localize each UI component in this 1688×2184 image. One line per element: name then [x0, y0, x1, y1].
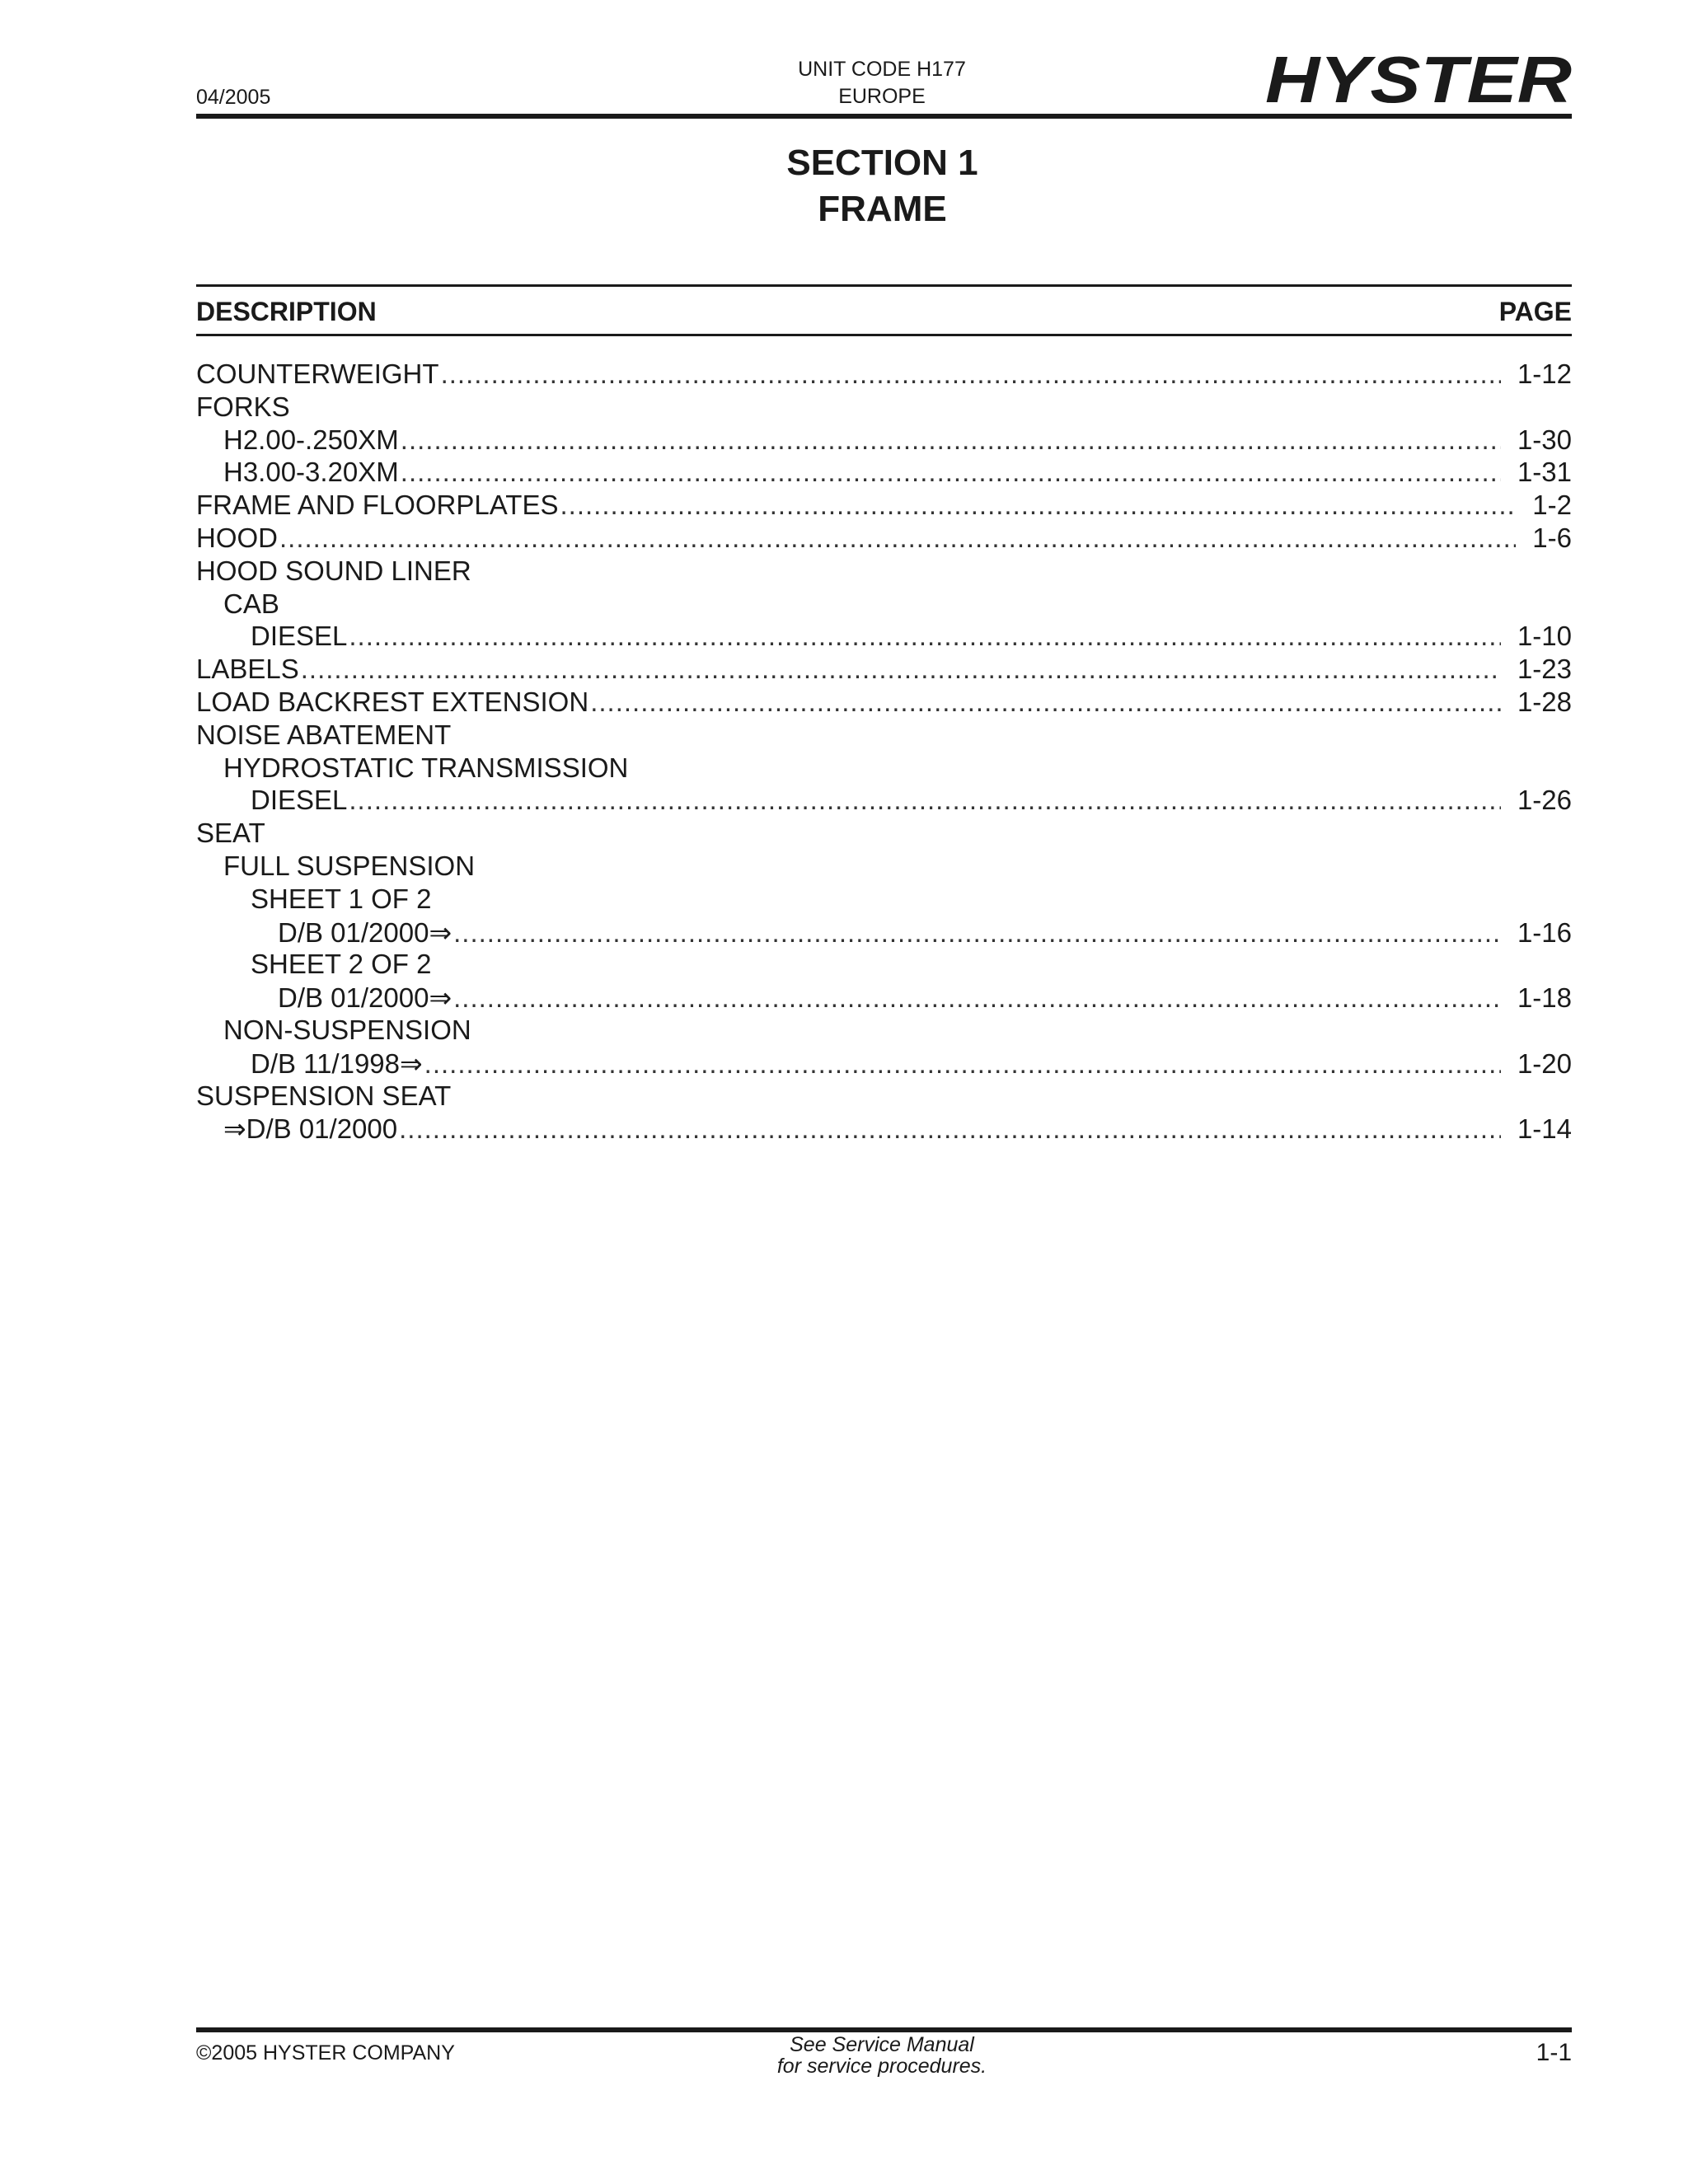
- footer-note-line1: See Service Manual: [790, 2033, 974, 2056]
- toc-entry-label: FRAME AND FLOORPLATES: [196, 490, 559, 521]
- header-unit-info: [717, 56, 1047, 110]
- toc-entry-label: HOOD SOUND LINER: [196, 555, 471, 586]
- toc-entry: [196, 523, 1572, 555]
- toc-entry-label: H2.00-.250XM: [223, 424, 399, 455]
- footer-page-number: 1-1: [1536, 2039, 1572, 2066]
- toc-entry-leader-dots: [424, 1048, 1501, 1080]
- toc-entry: [196, 1080, 1572, 1113]
- toc-entry-label: LOAD BACKREST EXTENSION: [196, 686, 589, 717]
- toc-entry: [196, 424, 1572, 457]
- toc-entry-label: D/B 01/2000⇒: [278, 916, 452, 948]
- toc-entry-page: 1-6: [1532, 522, 1572, 553]
- toc-entry: [196, 555, 1572, 588]
- toc-entry-label: FORKS: [196, 391, 290, 422]
- toc-entry-label: FULL SUSPENSION: [223, 850, 476, 881]
- toc-entry-page: 1-20: [1517, 1047, 1572, 1079]
- toc-entry-leader-dots: [301, 654, 1501, 685]
- section-title: [0, 140, 1688, 232]
- toc-entry: [196, 1047, 1572, 1080]
- section-number: SECTION 1: [786, 143, 978, 183]
- toc-entry: [196, 785, 1572, 818]
- header-date: 04/2005: [196, 86, 271, 109]
- toc-entry-leader-dots: [590, 687, 1501, 718]
- toc-entry-label: H3.00-3.20XM: [223, 457, 399, 488]
- header-rule: [196, 114, 1572, 119]
- toc-entry-label: LABELS: [196, 654, 299, 685]
- toc-entry-page: 1-12: [1517, 359, 1572, 389]
- toc-entry: [196, 982, 1572, 1015]
- footer-copyright: ©2005 HYSTER COMPANY: [196, 2041, 455, 2064]
- toc-entry-label: SEAT: [196, 818, 265, 849]
- toc-entry-label: COUNTERWEIGHT: [196, 359, 439, 389]
- toc-entry-label: HYDROSTATIC TRANSMISSION: [223, 752, 629, 783]
- toc-entry: [196, 752, 1572, 785]
- toc-entry-leader-dots: [399, 1113, 1501, 1145]
- toc-entry-page: 1-14: [1517, 1113, 1572, 1145]
- toc-entry-leader-dots: [401, 424, 1501, 456]
- footer-note: [717, 2034, 1047, 2077]
- toc-col-page: PAGE: [1498, 297, 1572, 326]
- toc-col-description: DESCRIPTION: [196, 297, 377, 326]
- toc-entry-label: D/B 11/1998⇒: [251, 1047, 423, 1079]
- toc-entry: [196, 687, 1572, 719]
- toc-entry: [196, 1113, 1572, 1146]
- toc-entry: [196, 818, 1572, 851]
- toc-header-rule: [196, 334, 1572, 336]
- footer-rule: [196, 2027, 1572, 2032]
- toc-entry-leader-dots: [441, 359, 1501, 390]
- toc-entry: [196, 1015, 1572, 1047]
- toc-entry-page: 1-31: [1517, 457, 1572, 488]
- toc-header: [196, 295, 1572, 328]
- toc-entry-label: CAB: [223, 588, 279, 619]
- toc-list: [196, 359, 1572, 1146]
- toc-entry-label: DIESEL: [251, 621, 348, 652]
- toc-entry: [196, 621, 1572, 654]
- toc-entry-label: NOISE ABATEMENT: [196, 719, 452, 750]
- toc-entry-page: 1-30: [1517, 424, 1572, 455]
- toc-entry: [196, 457, 1572, 490]
- toc-entry-leader-dots: [349, 785, 1501, 816]
- toc-entry: [196, 916, 1572, 949]
- toc-entry-page: 1-18: [1517, 982, 1572, 1014]
- toc-entry-label: SHEET 1 OF 2: [251, 883, 432, 914]
- toc-entry-page: 1-26: [1517, 785, 1572, 816]
- toc-entry-page: 1-23: [1517, 654, 1572, 685]
- hyster-logo-text: HYSTER: [1265, 51, 1572, 109]
- toc-entry-page: 1-2: [1532, 490, 1572, 521]
- toc-entry-page: 1-16: [1517, 916, 1572, 948]
- toc-entry-label: NON-SUSPENSION: [223, 1014, 471, 1045]
- toc-entry: [196, 949, 1572, 982]
- toc-entry-leader-dots: [401, 457, 1501, 488]
- hyster-logo-mark: [1265, 51, 1572, 109]
- toc-entry-label: DIESEL: [251, 785, 348, 816]
- toc-entry: [196, 490, 1572, 523]
- toc-entry: [196, 654, 1572, 687]
- footer-note-line2: for service procedures.: [776, 2055, 987, 2078]
- toc-top-rule: [196, 284, 1572, 287]
- toc-entry: [196, 719, 1572, 752]
- hyster-logo: [1265, 51, 1572, 109]
- toc-entry: [196, 851, 1572, 883]
- toc-entry: [196, 588, 1572, 621]
- toc-entry: [196, 883, 1572, 916]
- toc-entry-leader-dots: [453, 982, 1501, 1014]
- toc-entry-leader-dots: [560, 490, 1516, 521]
- header-unit-code: UNIT CODE H177: [798, 58, 966, 81]
- toc-entry-page: 1-10: [1517, 621, 1572, 652]
- toc-entry-label: SHEET 2 OF 2: [251, 949, 432, 980]
- toc-entry: [196, 359, 1572, 391]
- toc-entry-page: 1-28: [1517, 686, 1572, 717]
- header-region: EUROPE: [838, 85, 926, 108]
- toc-entry-label: HOOD: [196, 522, 278, 553]
- toc-entry-label: D/B 01/2000⇒: [278, 982, 452, 1014]
- toc-entry-leader-dots: [453, 917, 1501, 949]
- toc-entry-leader-dots: [279, 523, 1516, 554]
- toc-entry-label: ⇒D/B 01/2000: [223, 1113, 398, 1145]
- toc-entry-leader-dots: [349, 621, 1501, 652]
- toc-entry-label: SUSPENSION SEAT: [196, 1080, 452, 1111]
- toc-entry: [196, 391, 1572, 424]
- section-name: FRAME: [818, 189, 947, 229]
